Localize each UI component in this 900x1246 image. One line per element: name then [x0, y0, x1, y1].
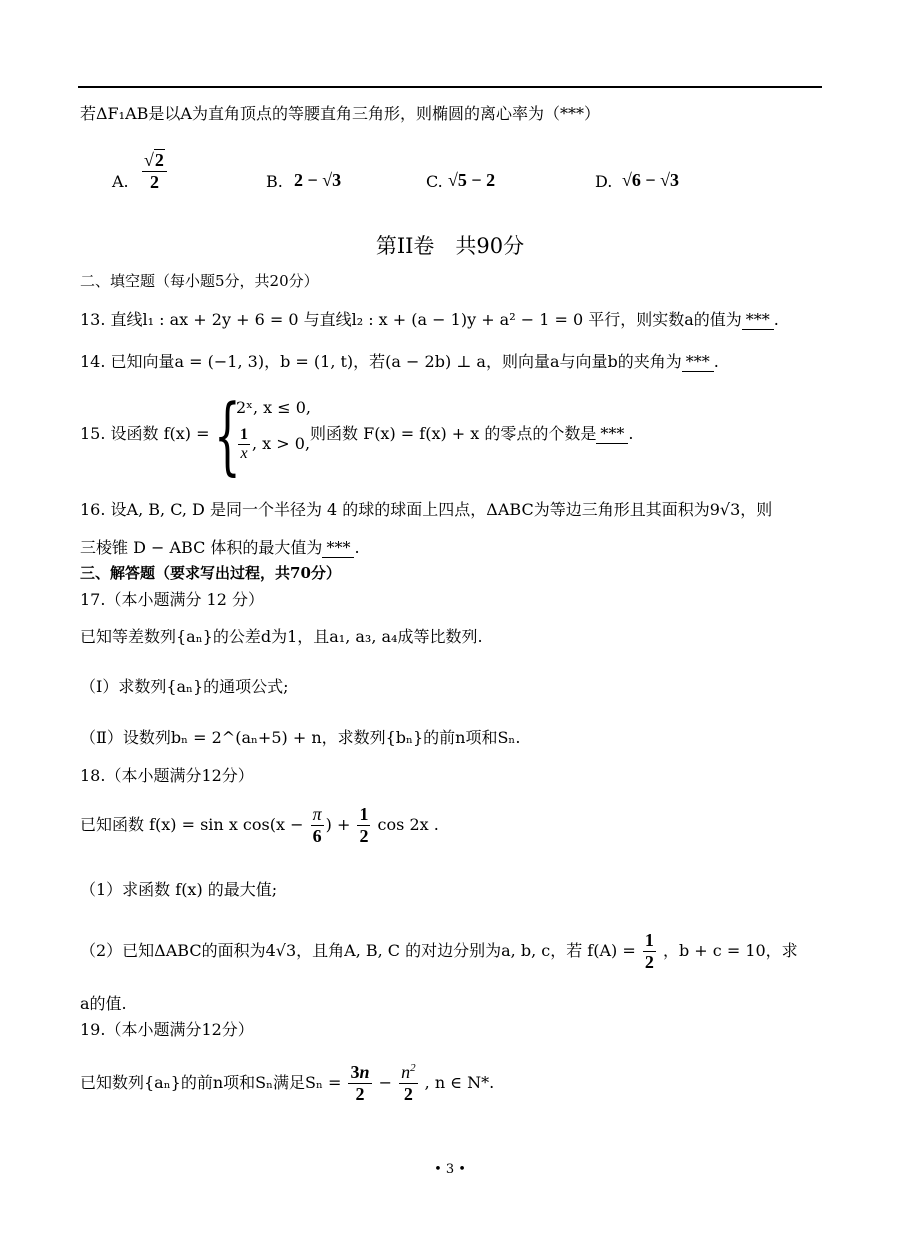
q15-case1: 2ˣ, x ≤ 0,	[236, 398, 311, 417]
q18-part1: （1）求函数 f(x) 的最大值;	[80, 880, 278, 899]
q14-blank: ***	[682, 352, 714, 372]
q18-part2-b: ，b + c = 10，求	[662, 941, 798, 960]
q18-stem: 已知函数 f(x) = sin x cos(x − $\frac{\pi}{6}$ ) + $\frac{1}{2}$ cos 2x .	[80, 804, 439, 846]
q12-stem: 若ΔF₁AB是以A为直角顶点的等腰直角三角形，则椭圆的离心率为（***）	[80, 104, 600, 123]
option-d-expr: √6 − √3	[622, 170, 680, 190]
q16-line2: 三棱锥 D − ABC 体积的最大值为	[80, 538, 323, 557]
q15-case2: $\frac{1}{x}$ , x > 0,	[240, 426, 311, 462]
option-a-label: A.	[112, 172, 129, 191]
q18-part2-c: a的值.	[80, 994, 127, 1013]
option-c-label: C.	[426, 172, 443, 191]
option-d-label: D.	[595, 172, 613, 191]
q19-stem-prefix: 已知数列{aₙ}的前n项和Sₙ满足Sₙ =	[80, 1073, 342, 1092]
q14-text: 14. 已知向量a = (−1, 3)，b = (1, t)，若(a − 2b) ⊥ a，则向量a与向量b的夹角为	[80, 352, 682, 371]
q13-text: 13. 直线l₁ : ax + 2y + 6 = 0 与直线l₂ : x + (a − 1)y + a² − 1 = 0 平行，则实数a的值为	[80, 310, 742, 329]
q19-stem: 已知数列{aₙ}的前n项和Sₙ满足Sₙ = $\frac{3n}{2}$ − $\frac{n^2}{2}$ , n ∈ N*.	[80, 1062, 495, 1104]
q17-stem: 已知等差数列{aₙ}的公差d为1，且a₁, a₃, a₄成等比数列.	[80, 627, 483, 646]
q17-header: 17.（本小题满分 12 分）	[80, 590, 264, 609]
q14: 14. 已知向量a = (−1, 3)，b = (1, t)，若(a − 2b) ⊥ a，则向量a与向量b的夹角为 *** .	[80, 352, 719, 371]
q18-stem-suffix: cos 2x .	[377, 815, 439, 834]
q13-blank: ***	[742, 310, 774, 330]
q15-suffix: 则函数 F(x) = f(x) + x 的零点的个数是	[310, 424, 597, 443]
q16-blank: ***	[322, 538, 354, 558]
q17-part2: （Ⅱ）设数列bₙ = 2^(aₙ+5) + n，求数列{bₙ}的前n项和Sₙ.	[80, 728, 521, 747]
q16-line1: 16. 设A, B, C, D 是同一个半径为 4 的球的球面上四点，ΔABC为等边三角形且其面积为9√3，则	[80, 500, 773, 519]
option-a-expr: $\frac{√2}{2}$	[140, 150, 169, 193]
section3-heading: 三、解答题（要求写出过程，共70分）	[80, 564, 341, 582]
q18-part2: （2）已知ΔABC的面积为4√3，且角A, B, C 的对边分别为a, b, c，若 f(A) = $\frac{1}{2}$ ，b + c = 10，求	[80, 930, 798, 972]
q18-stem-prefix: 已知函数 f(x) = sin x cos(x −	[80, 815, 304, 834]
piecewise-brace: {	[214, 386, 241, 484]
option-b-label: B.	[266, 172, 283, 191]
q18-part2-a: （2）已知ΔABC的面积为4√3，且角A, B, C 的对边分别为a, b, c，若 f(A) =	[80, 941, 636, 960]
q16-line2-row: 三棱锥 D − ABC 体积的最大值为 *** .	[80, 538, 360, 557]
q18-header: 18.（本小题满分12分）	[80, 766, 254, 785]
option-b-expr: 2 − √3	[294, 170, 342, 190]
option-c-expr: √5 − 2	[448, 170, 496, 190]
sqrt-2: √2	[144, 150, 164, 170]
q15-prefix: 15. 设函数 f(x) =	[80, 424, 210, 443]
page-number: • 3 •	[434, 1162, 466, 1177]
q15-blank: ***	[596, 424, 628, 444]
q13: 13. 直线l₁ : ax + 2y + 6 = 0 与直线l₂ : x + (a − 1)y + a² − 1 = 0 平行，则实数a的值为 *** .	[80, 310, 779, 329]
q15-suffix-row: 则函数 F(x) = f(x) + x 的零点的个数是 *** .	[310, 424, 634, 443]
section2-heading: 二、填空题（每小题5分，共20分）	[80, 272, 319, 290]
q15-case2-cond: , x > 0,	[252, 434, 311, 453]
q19-stem-suffix: , n ∈ N*.	[424, 1073, 495, 1092]
part2-title: 第II卷 共90分	[375, 234, 525, 258]
header-rule	[78, 86, 822, 88]
q17-part1: （Ⅰ）求数列{aₙ}的通项公式;	[80, 677, 289, 696]
q19-header: 19.（本小题满分12分）	[80, 1020, 254, 1039]
